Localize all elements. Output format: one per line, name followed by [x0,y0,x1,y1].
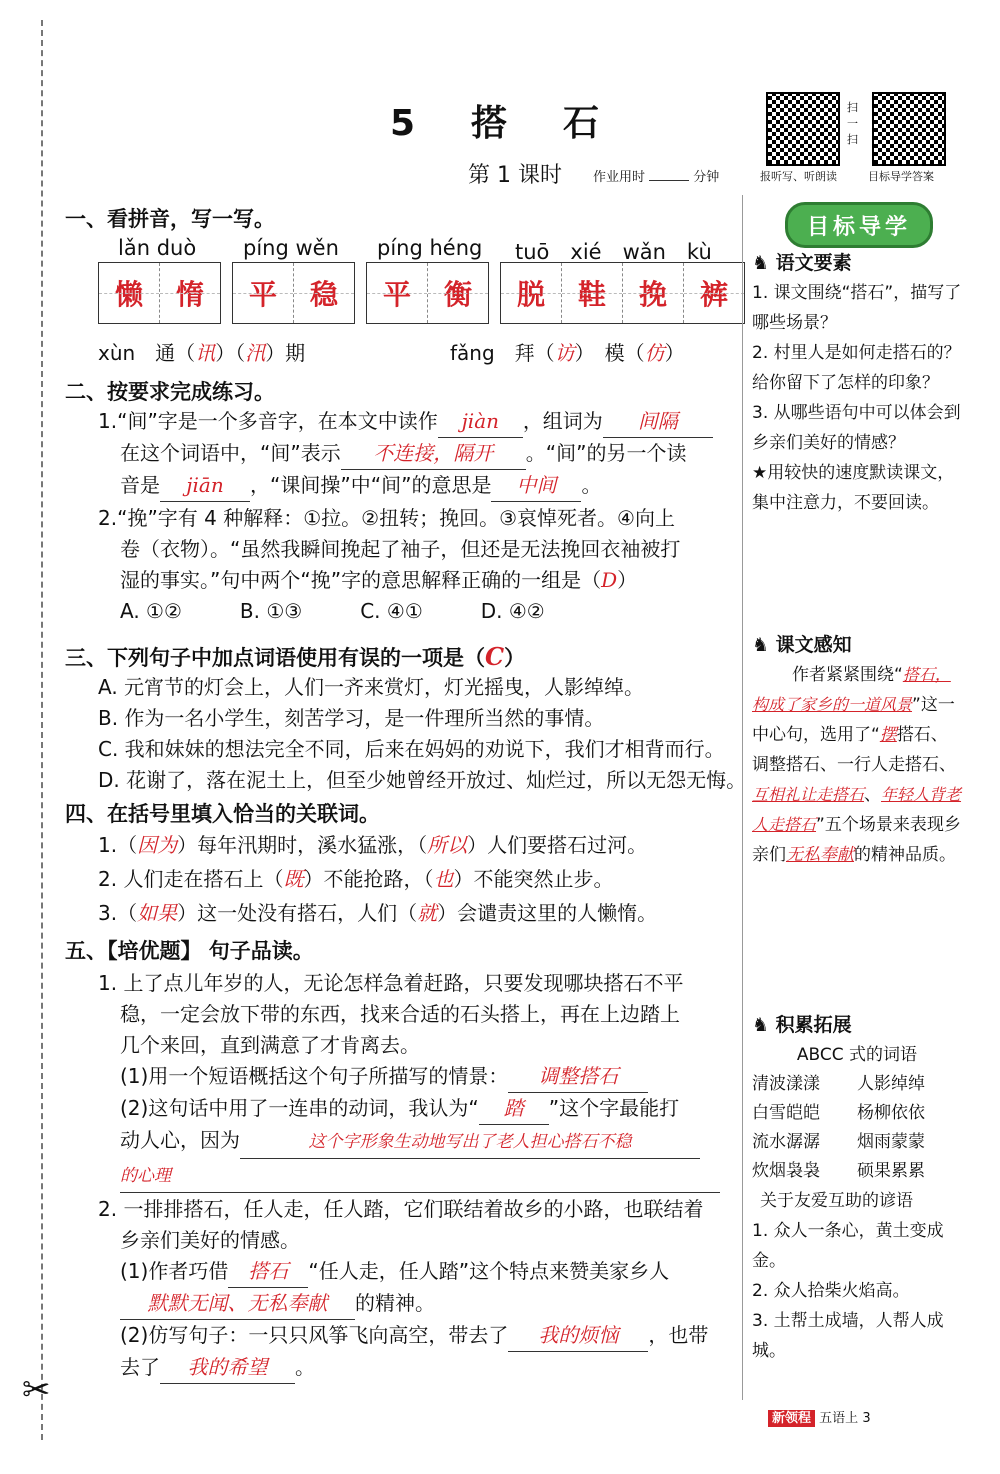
grid-cell: 脱 [501,263,562,323]
grid-cell: 裤 [684,263,744,323]
option: C. ④① [360,599,423,623]
grid-cell: 鞋 [562,263,623,323]
passage-2: 2. 一排排搭石，任人走，任人踏，它们联结着故乡的小路，也联结着 乡亲们美好的情感。 (1)作者巧借 搭石 “任人走，任人踏”这个特点来赞美家乡人 默默无闻、无私奉献 的精神。 (2)仿写句子：一只只风筝飞向高空，带去了 我的烦恼 ，也带 去了 我的希望 。 [98,1194,743,1384]
pinyin: lǎn duò [118,236,197,260]
page-title: 5 搭 石 [390,103,610,144]
list-item: D. 花谢了，落在泥土上，但至少她曾经开放过、灿烂过，所以无怨无悔。 [98,768,747,792]
sidebar-yuwen: ♞ 语文要素 1. 课文围绕“搭石”，描写了哪些场景？ 2. 村里人是如何走搭石的？给你留下了怎样的印象？ 3. 从哪些语句中可以体会到乡亲们美好的情感？ ★用较快的速度默读课文，集中注意力，不要回读。 [752,248,962,518]
section-4-heading: 四、在括号里填入恰当的关联词。 [65,802,380,826]
homophone-line: xùn 通（讯）（汛）期 [98,341,306,365]
option: B. ①③ [239,599,303,623]
pinyin: tuō xié wǎn kù [515,240,712,264]
qr-code-icon[interactable] [872,92,946,166]
grid-cell: 衡 [428,263,488,323]
sidebar-badge: 目标导学 [785,202,933,248]
pinyin: píng héng [377,236,483,260]
list-item: 1. 众人一条心，黄土变成金。 [752,1221,944,1271]
writing-grid [500,262,745,324]
writing-grid [98,262,221,324]
grid-cell: 平 [367,263,428,323]
list-item: ★用较快的速度默读课文，集中注意力，不要回读。 [752,463,955,513]
option: A. ①② [120,599,182,623]
section-3-heading: 三、下列句子中加点词语使用有误的一项是（C） [65,642,526,671]
section-4-lines: 1.（因为）每年汛期时，溪水猛涨，（所以）人们要搭石过河。 2. 人们走在搭石上（既）不能抢路，（也）不能突然止步。 3.（如果）这一处没有搭石，人们（就）会谴责这里的人懒惰。 [98,833,658,925]
section-1-heading: 一、看拼音，写一写。 [65,207,275,231]
pinyin: píng wěn [243,236,339,260]
section-5-heading: 五、【培优题】 句子品读。 [65,939,314,963]
homophone-line: fǎng 拜（访） 模（仿） [450,341,685,365]
scan-label: 扫一扫 [847,101,858,146]
list-item: A. 元宵节的灯会上，人们一齐来赏灯，灯光摇曳，人影绰绰。 [98,675,645,699]
cut-line [41,20,43,1440]
qr-label-1: 报听写、听朗读 [760,170,837,183]
grid-cell: 挽 [623,263,684,323]
list-item: C. 我和妹妹的想法完全不同，后来在妈妈的劝说下，我们才相背而行。 [98,737,725,761]
list-item: 1. 课文围绕“搭石”，描写了哪些场景？ [752,283,962,333]
passage-1: 1. 上了点儿年岁的人，无论怎样急着赶路，只要发现哪块搭石不平 稳，一定会放下带的东西，找来合适的石头搭上，再在上边踏上 几个来回，直到满意了才肯离去。 (1)用一个短语概括这个句子所描写的情景： 调整搭石 (2)这句话中用了一连串的动词，我认为“ 踏 ”这个字最能打 动人心，因为 这个字形象生动地写出了老人担心搭石不稳 的心理 [98,968,743,1193]
grid-cell: 惰 [160,263,220,323]
list-item: 2. 村里人是如何走搭石的？给你留下了怎样的印象？ [752,343,961,393]
grid-cell: 稳 [294,263,354,323]
lesson-label: 第 1 课时 [468,163,562,188]
flag-icon: ♞ [752,252,770,274]
scissors-icon: ✂ [22,1370,51,1410]
sidebar-ganzhi: ♞ 课文感知 作者紧紧围绕“搭石，构成了家乡的一道风景”这一中心句，选用了“摆搭石、调整搭石、一行人走搭石、互相礼让走搭石、年轻人背老人走搭石”五个场景来表现乡亲们无私奉献的精神品质。 [752,634,962,865]
qr-code-icon[interactable] [766,92,840,166]
page-footer: 新领程 五语上 3 [768,1407,871,1426]
section-2-heading: 二、按要求完成练习。 [65,380,275,404]
question-2-1: 1.“间”字是一个多音字，在本文中读作 jiàn ，组词为 间隔 在这个词语中，“间”表示 不连接，隔开 。“间”的另一个读 音是 jiān ，“课间操”中“间”的意思是 中间 。 [98,406,743,502]
sidebar-jilei: ♞ 积累拓展 ABCC 式的词语 清波漾漾 人影绰绰 白雪皑皑 杨柳依依 流水潺潺 烟雨蒙蒙 炊烟袅袅 硕果累累 关于友爱互助的谚语 1. 众人一条心，黄土变成金。 2. 众人拾柴火焰高。 3. 土帮土成墙，人帮人成城。 [752,1010,962,1366]
writing-grid [232,262,355,324]
grid-cell: 平 [233,263,294,323]
list-item: 2. 众人拾柴火焰高。 [752,1281,910,1301]
grid-cell: 懒 [99,263,160,323]
list-item: 3. 土帮土成墙，人帮人成城。 [752,1311,944,1361]
question-2-2: 2.“挽”字有 4 种解释：①拉。②扭转；挽回。③哀悼死者。④向上 卷（衣物）。“虽然我瞬间挽起了袖子，但还是无法挽回衣袖被打 湿的事实。”句中两个“挽”字的意思解释正确的一组是（D） A. ①② B. ①③ C. ④① D. ④② [98,503,743,627]
option: D. ④② [480,599,545,623]
flag-icon: ♞ [752,634,770,656]
qr-label-2: 目标导学答案 [868,170,934,183]
section-3-items [98,672,748,796]
homework-time: 作业用时 分钟 [593,170,720,185]
list-item: 3. 从哪些语句中可以体会到乡亲们美好的情感？ [752,403,961,453]
sidebar-divider [742,195,743,1400]
flag-icon: ♞ [752,1014,770,1036]
list-item: B. 作为一名小学生，刻苦学习，是一件理所当然的事情。 [98,706,605,730]
writing-grid [366,262,489,324]
